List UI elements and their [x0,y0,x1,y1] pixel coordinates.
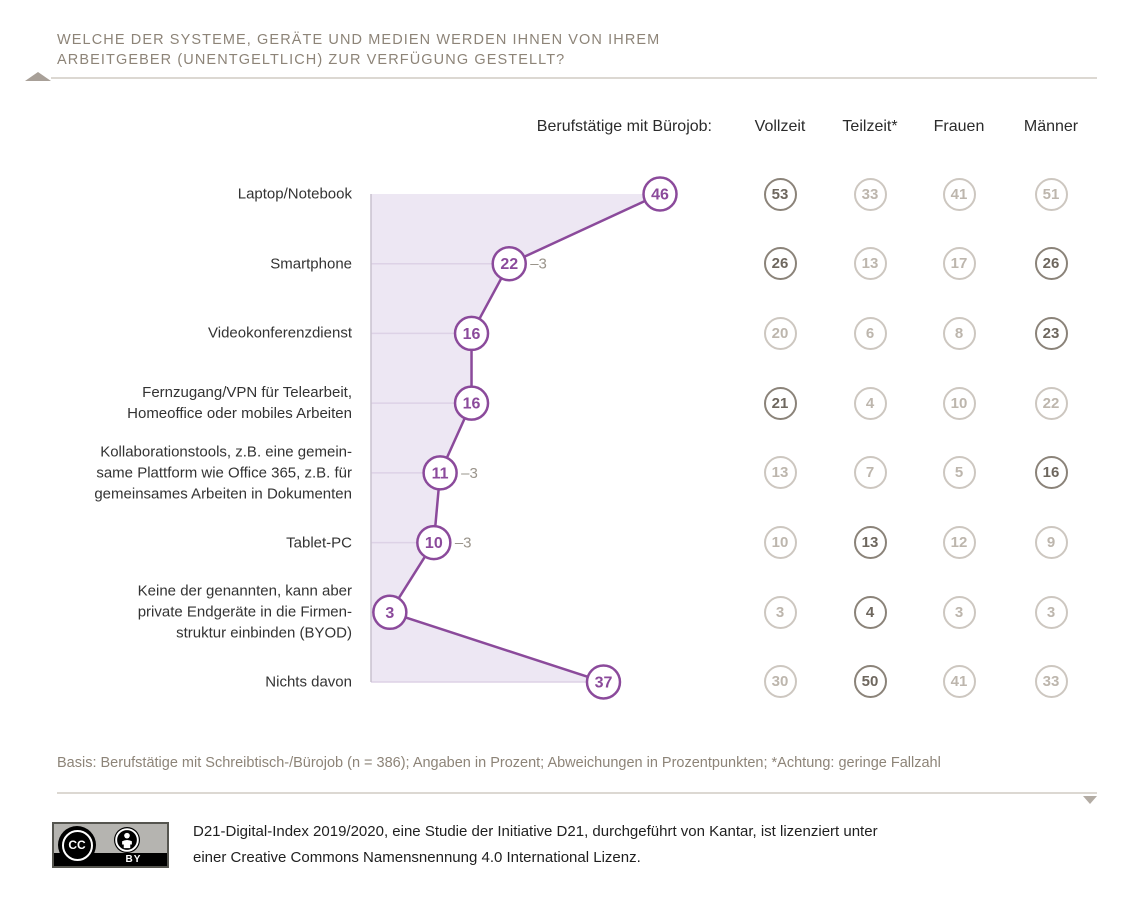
column-header-frauen: Frauen [933,118,985,135]
data-point-value: 10 [424,535,443,553]
row-label: Keine der genannten, kann aber private Endgeräte in die Firmen- struktur einbinden (BYOD) [137,582,352,642]
delta-label: –3 [530,255,547,273]
stat-circle-teilzeit: 6 [854,317,887,350]
data-point-value: 46 [651,186,669,204]
stat-circle-vollzeit: 20 [764,317,797,350]
cc-logo-icon [58,826,96,864]
stat-circle-mnner: 3 [1035,596,1068,629]
page-title [57,30,660,70]
license-line2: einer Creative Commons Namensnennung 4.0 International Lizenz. [193,849,641,866]
data-point-value: 22 [500,256,519,274]
row-label: Laptop/Notebook [237,185,352,203]
stat-circle-vollzeit: 3 [764,596,797,629]
column-header-mnner: Männer [1023,118,1079,135]
stat-circle-mnner: 16 [1035,456,1068,489]
page-title-line2: ARBEITGEBER (UNENTGELTLICH) ZUR VERFÜGUNG GESTELLT? [57,52,566,68]
stat-circle-teilzeit: 13 [854,247,887,280]
cc-badge [52,822,169,868]
stat-circle-frauen: 12 [943,526,976,559]
row-label: Smartphone [270,255,352,273]
column-header-teilzeit: Teilzeit* [842,118,898,135]
stat-circle-vollzeit: 10 [764,526,797,559]
stat-circle-frauen: 10 [943,387,976,420]
stat-circle-teilzeit: 13 [854,526,887,559]
license-text [193,819,878,871]
stat-circle-mnner: 22 [1035,387,1068,420]
stat-circle-frauen: 8 [943,317,976,350]
section-marker-up-icon [25,72,51,81]
page-title-line1: WELCHE DER SYSTEME, GERÄTE UND MEDIEN WERDEN IHNEN VON IHREM [57,32,661,48]
stat-circle-mnner: 9 [1035,526,1068,559]
row-label: Kollaborationstools, z.B. eine gemein- same Plattform wie Office 365, z.B. für gemeinsames Arbeiten in Dokumenten [94,443,352,503]
stat-circle-mnner: 23 [1035,317,1068,350]
chart-svg [355,150,695,715]
stat-circle-teilzeit: 33 [854,178,887,211]
license-line1: D21-Digital-Index 2019/2020, eine Studie der Initiative D21, durchgeführt von Kantar, ist lizenziert unter [193,823,878,840]
stat-circle-vollzeit: 21 [764,387,797,420]
group-label: Berufstätige mit Bürojob: [536,118,712,135]
stat-circle-teilzeit: 4 [854,387,887,420]
data-point-value: 16 [462,325,481,343]
stat-circle-teilzeit: 7 [854,456,887,489]
stat-circle-teilzeit: 4 [854,596,887,629]
stat-circle-mnner: 26 [1035,247,1068,280]
cc-by-label: BY [125,854,142,865]
stat-circle-frauen: 5 [943,456,976,489]
data-point-value: 16 [462,395,481,413]
stat-circle-vollzeit: 26 [764,247,797,280]
row-label: Nichts davon [265,673,352,691]
stat-circle-mnner: 51 [1035,178,1068,211]
stat-circle-vollzeit: 13 [764,456,797,489]
stat-circle-frauen: 41 [943,178,976,211]
stat-circle-frauen: 17 [943,247,976,280]
delta-label: –3 [454,534,472,552]
data-point-value: 11 [431,465,449,483]
stat-circle-teilzeit: 50 [854,665,887,698]
data-point-value: 3 [385,604,395,622]
cc-person-icon [114,827,140,853]
title-rule [51,77,1097,79]
stat-circle-frauen: 41 [943,665,976,698]
stat-circle-frauen: 3 [943,596,976,629]
delta-label: –3 [461,464,478,482]
section-marker-down-icon [1083,796,1097,804]
cc-logo-text: CC [62,830,93,861]
row-label: Videokonferenzdienst [208,324,352,342]
stat-circle-mnner: 33 [1035,665,1068,698]
data-point-value: 37 [594,674,613,692]
row-label: Tablet-PC [286,534,352,552]
footer-rule [57,792,1097,794]
basis-note: Basis: Berufstätige mit Schreibtisch-/Bürojob (n = 386); Angaben in Prozent; Abweichungen in Prozentpunkten; *Achtung: geringe Fallzahl [57,755,941,771]
row-label: Fernzugang/VPN für Telearbeit, Homeoffice oder mobiles Arbeiten [127,384,352,423]
column-header-vollzeit: Vollzeit [754,118,806,135]
stat-circle-vollzeit: 30 [764,665,797,698]
stat-circle-vollzeit: 53 [764,178,797,211]
